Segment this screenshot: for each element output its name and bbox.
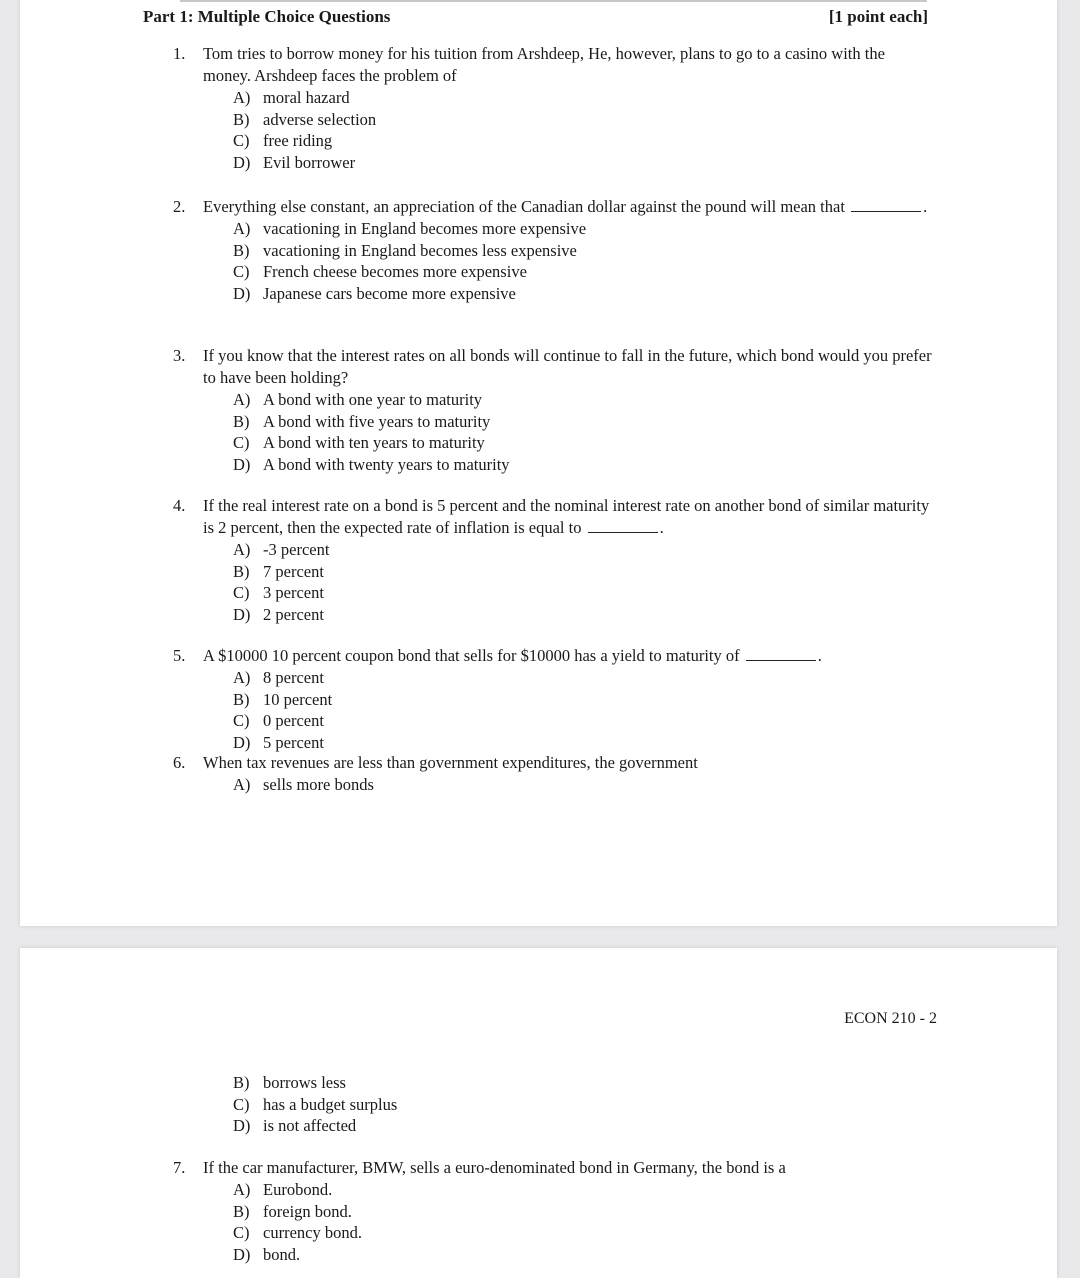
question-6-continued [173, 1072, 933, 1137]
option-a: A) sells more bonds [233, 775, 374, 794]
answer-blank [746, 648, 816, 661]
option-d: D) 5 percent [233, 732, 324, 752]
option-b: B) adverse selection [233, 109, 377, 129]
question-5 [173, 645, 933, 753]
section-header [143, 7, 928, 27]
option-b: B) 7 percent [233, 561, 324, 581]
option-b: B) vacationing in England becomes less expensive [233, 240, 577, 260]
option-d: D) A bond with twenty years to maturity [233, 454, 510, 474]
option-a: A) moral hazard [233, 88, 350, 107]
question-number: 6. [173, 753, 186, 772]
option-a: A) 8 percent [233, 668, 324, 687]
option-d: D) Evil borrower [233, 152, 356, 172]
option-a: A) A bond with one year to maturity [233, 390, 483, 409]
answer-blank [851, 199, 921, 212]
option-d: D) Japanese cars become more expensive [233, 283, 516, 303]
option-c: C) free riding [233, 131, 333, 150]
option-c: C) French cheese becomes more expensive [233, 262, 527, 281]
question-text: When tax revenues are less than government expenditures, the government [203, 753, 698, 772]
question-1 [173, 43, 933, 173]
option-a: A) Eurobond. [233, 1180, 333, 1199]
option-c: C) currency bond. [233, 1223, 362, 1242]
option-b: B) A bond with five years to maturity [233, 411, 491, 431]
option-d: D) bond. [233, 1244, 301, 1264]
question-text: If you know that the interest rates on all bonds will continue to fall in the future, which bond would you prefer to have been holding? [203, 346, 932, 387]
question-text: If the car manufacturer, BMW, sells a euro-denominated bond in Germany, the bond is a [203, 1158, 786, 1177]
option-d: D) 2 percent [233, 604, 324, 624]
question-number: 7. [173, 1158, 186, 1177]
page-number: ECON 210 - 2 [844, 1010, 937, 1027]
question-4 [173, 495, 933, 625]
page-2 [20, 948, 1057, 1278]
top-edge-line [180, 0, 927, 2]
question-text: A $10000 10 percent coupon bond that sells for $10000 has a yield to maturity of . [203, 646, 822, 665]
option-d: D) is not affected [233, 1116, 357, 1135]
question-3 [173, 345, 933, 475]
option-c: C) A bond with ten years to maturity [233, 433, 485, 452]
question-text: If the real interest rate on a bond is 5 percent and the nominal interest rate on another bond of similar maturity is 2 percent, then the expected rate of inflation is equal to . [203, 496, 930, 537]
question-number: 5. [173, 646, 186, 665]
question-6 [173, 752, 933, 796]
answer-blank [588, 520, 658, 533]
question-text: Tom tries to borrow money for his tuition from Arshdeep, He, however, plans to go to a casino with the money. Arshdeep faces the problem of [203, 44, 885, 85]
question-text: Everything else constant, an appreciation of the Canadian dollar against the pound will mean that . [203, 197, 928, 216]
page-1 [20, 0, 1057, 926]
option-a: A) -3 percent [233, 540, 330, 559]
question-7 [173, 1157, 933, 1265]
option-b: B) borrows less [233, 1073, 346, 1092]
question-number: 1. [173, 44, 186, 63]
option-b: B) 10 percent [233, 689, 333, 709]
option-c: C) 3 percent [233, 583, 324, 602]
points-note: [1 point each] [828, 7, 928, 26]
section-title: Part 1: Multiple Choice Questions [143, 7, 391, 26]
question-2 [173, 196, 933, 304]
option-c: C) 0 percent [233, 711, 324, 730]
question-number: 4. [173, 496, 186, 515]
question-number: 3. [173, 346, 186, 365]
question-number: 2. [173, 197, 186, 216]
option-c: C) has a budget surplus [233, 1094, 398, 1114]
option-b: B) foreign bond. [233, 1201, 352, 1221]
option-a: A) vacationing in England becomes more expensive [233, 219, 587, 238]
